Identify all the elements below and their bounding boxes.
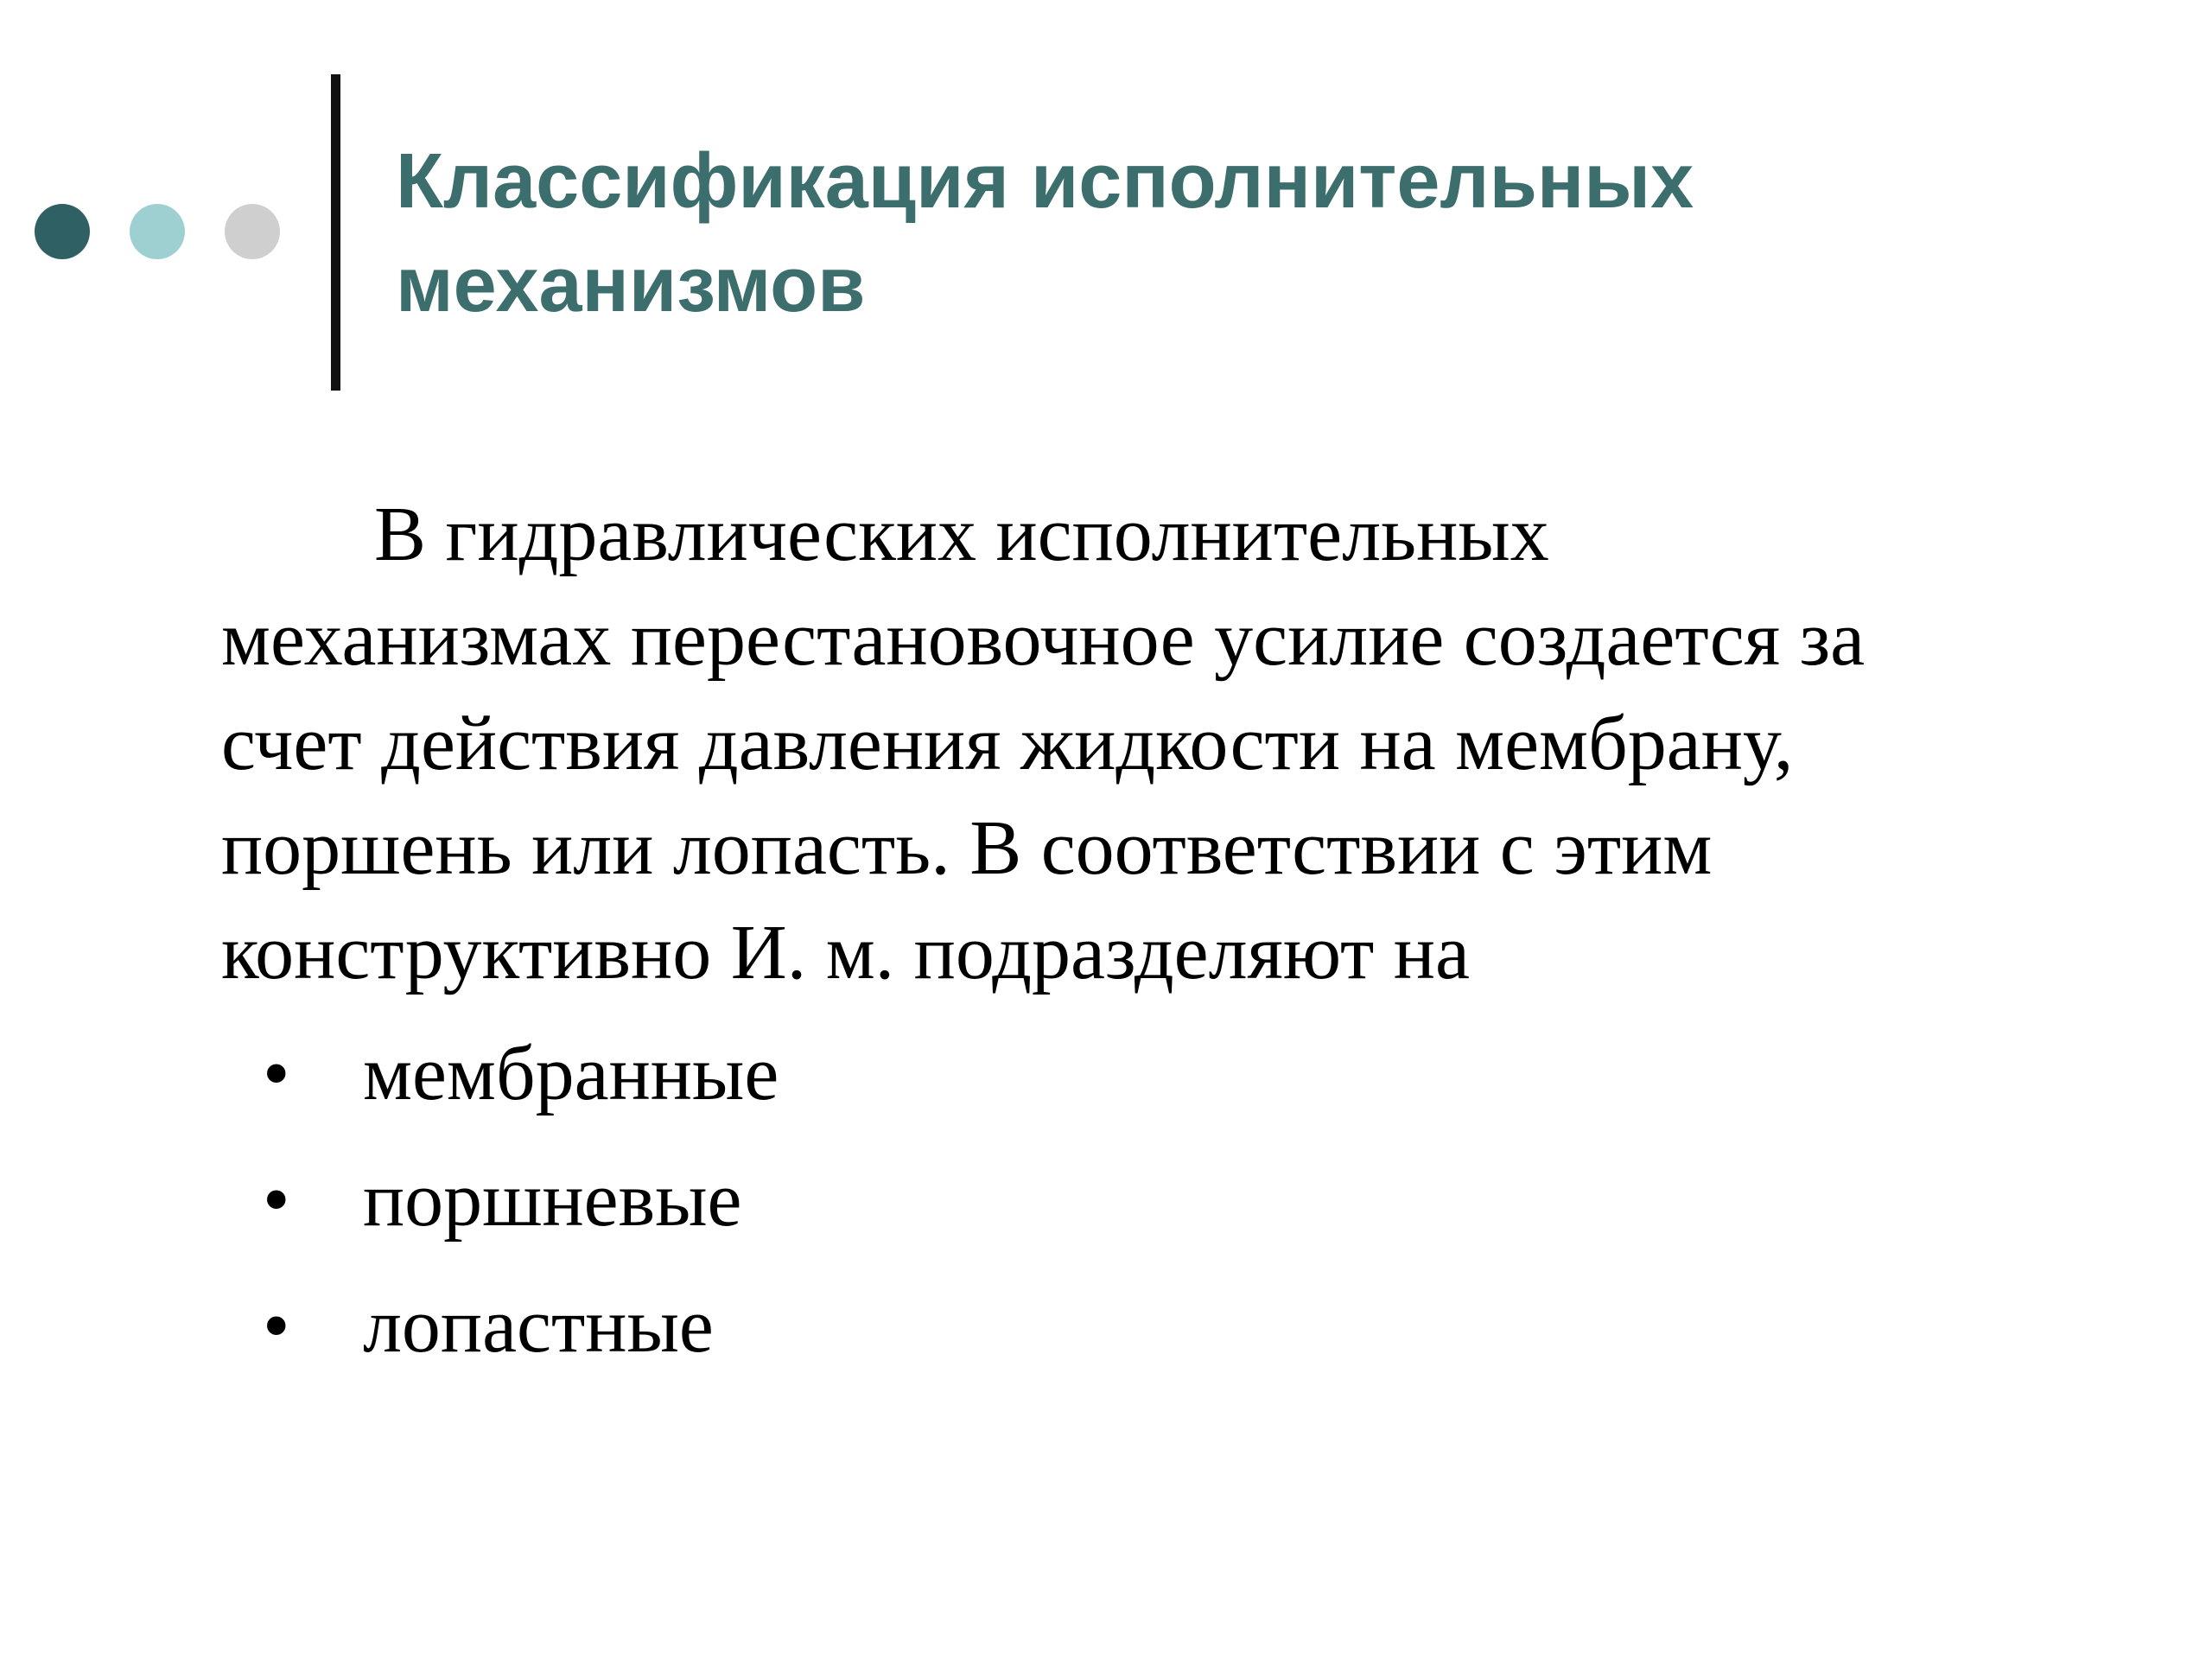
- slide-title-line-2: механизмов: [396, 242, 866, 328]
- light-teal-dot: [130, 204, 185, 259]
- bullet-icon: •: [263, 1157, 290, 1243]
- bullet-label: мембранные: [363, 1031, 779, 1116]
- dark-teal-dot: [35, 204, 90, 259]
- body-line-3: счет действия давления жидкости на мембрану,: [221, 701, 1794, 786]
- grey-dot: [225, 204, 280, 259]
- decorative-dots: [35, 204, 294, 264]
- slide-title: [396, 130, 2124, 337]
- slide-title-line-1: Классификация исполнительных: [396, 138, 1694, 225]
- body-line-5: конструктивно И. м. подразделяют на: [221, 910, 1470, 995]
- body-line-4: поршень или лопасть. В соответствии с этим: [221, 805, 1713, 891]
- bullet-label: лопастные: [363, 1283, 714, 1369]
- body-paragraph: [221, 482, 2122, 1005]
- title-divider-line: [331, 74, 340, 391]
- bullet-label: поршневые: [363, 1157, 742, 1243]
- body-line-2: механизмах перестановочное усилие создается за: [221, 596, 1866, 682]
- body-line-1: В гидравлических исполнительных: [374, 492, 1549, 577]
- bullet-icon: •: [263, 1283, 290, 1369]
- bullet-icon: •: [263, 1031, 290, 1116]
